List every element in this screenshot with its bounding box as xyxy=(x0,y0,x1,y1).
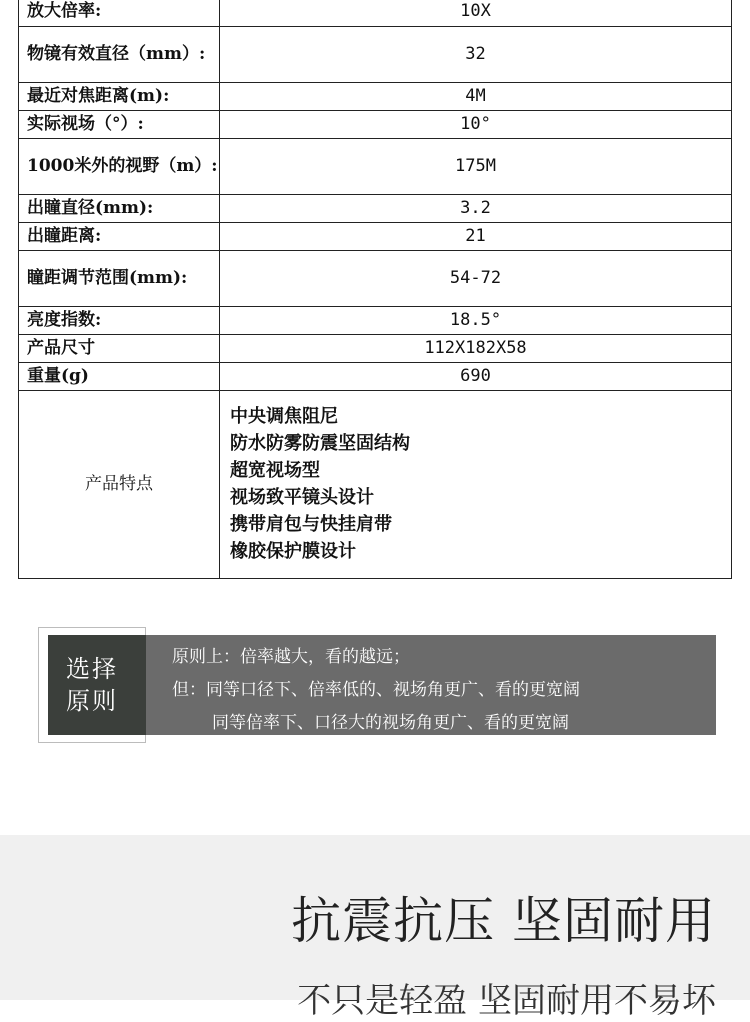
spec-row xyxy=(19,251,732,307)
spec-value: 18.5° xyxy=(220,307,732,335)
principle-line: 同等倍率下、口径大的视场角更广、看的更宽阔 xyxy=(212,713,569,733)
spec-value: 690 xyxy=(220,363,732,391)
spec-label: 1000米外的视野（m）: xyxy=(19,139,220,195)
spec-value: 4M xyxy=(220,83,732,111)
spec-row xyxy=(19,0,732,27)
principle-badge xyxy=(48,635,146,735)
principle-line: 原则上：倍率越大，看的越远； xyxy=(172,647,410,667)
principle-line: 但：同等口径下、倍率低的、视场角更广、看的更宽阔 xyxy=(172,680,580,700)
features-row xyxy=(19,391,732,579)
principle-panel xyxy=(146,635,716,735)
badge-line: 原则 xyxy=(66,687,118,715)
feature-item: 橡胶保护膜设计 xyxy=(230,540,356,562)
spec-value: 3.2 xyxy=(220,195,732,223)
spec-row xyxy=(19,27,732,83)
spec-value: 112X182X58 xyxy=(220,335,732,363)
spec-label: 物镜有效直径（mm）: xyxy=(19,27,220,83)
selection-principle xyxy=(38,627,718,745)
spec-value: 10° xyxy=(220,111,732,139)
spec-row xyxy=(19,223,732,251)
spec-row xyxy=(19,195,732,223)
features-label: 产品特点 xyxy=(19,391,220,579)
feature-item: 携带肩包与快挂肩带 xyxy=(230,513,392,535)
banner-headline: 抗震抗压 坚固耐用 xyxy=(291,892,716,950)
spec-row xyxy=(19,335,732,363)
spec-row xyxy=(19,307,732,335)
spec-label: 最近对焦距离(m): xyxy=(19,83,220,111)
feature-item: 中央调焦阻尼 xyxy=(230,405,338,427)
badge-line: 选择 xyxy=(66,655,118,683)
features-cell xyxy=(220,391,732,579)
spec-label: 瞳距调节范围(mm): xyxy=(19,251,220,307)
spec-label: 产品尺寸 xyxy=(19,335,220,363)
spec-value: 32 xyxy=(220,27,732,83)
spec-table xyxy=(18,0,732,579)
spec-row xyxy=(19,111,732,139)
spec-row xyxy=(19,363,732,391)
feature-item: 视场致平镜头设计 xyxy=(230,486,374,508)
spec-label: 实际视场（°）: xyxy=(19,111,220,139)
feature-item: 超宽视场型 xyxy=(230,459,320,481)
features-list xyxy=(230,403,731,565)
spec-label: 放大倍率: xyxy=(19,0,220,27)
feature-item: 防水防雾防震坚固结构 xyxy=(230,432,410,454)
spec-label: 重量(g) xyxy=(19,363,220,391)
spec-value: 10X xyxy=(220,0,732,27)
spec-label: 出瞳距离: xyxy=(19,223,220,251)
spec-row xyxy=(19,139,732,195)
spec-label: 出瞳直径(mm): xyxy=(19,195,220,223)
spec-value: 21 xyxy=(220,223,732,251)
spec-row xyxy=(19,83,732,111)
banner-subtitle: 不只是轻盈 坚固耐用不易坏 xyxy=(297,981,716,1021)
spec-value: 54-72 xyxy=(220,251,732,307)
durability-banner xyxy=(0,835,750,1021)
spec-label: 亮度指数: xyxy=(19,307,220,335)
spec-value: 175M xyxy=(220,139,732,195)
